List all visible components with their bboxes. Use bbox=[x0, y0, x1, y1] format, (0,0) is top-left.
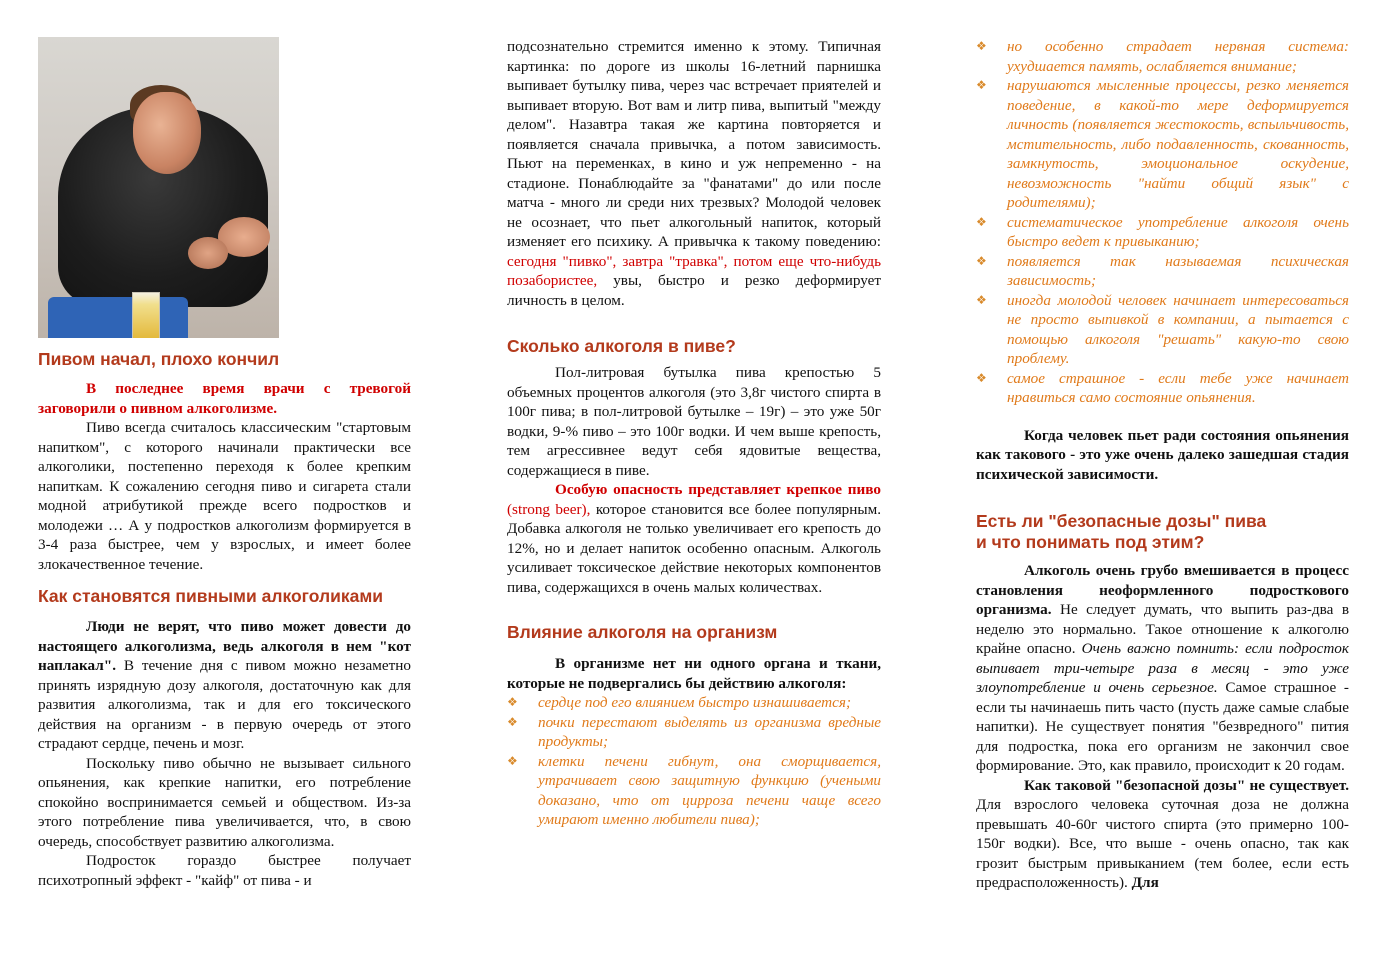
paragraph-typical-picture: подсознательно стремится именно к этому. Типичная картинка: по дороге из школы 16-летний парнишка выпивает бутылку пива, через час встречает приятелей и выпивает вторую. Вот вам и литр пива, выпитый "между делом". Назавтра такая же картина повторяется и появляется сначала привычка, а потом зависимость. Пьют на переменках, в кино и уж непременно - на стадионе. Понаблюдайте за "фанатами" до или после матча - много ли среди них трезвых? Молодой человек не осознает, что пьет алкогольный напиток, который изменяет его психику. А привычка к такому поведению: сегодня "пивко", завтра "травка", потом еще что-нибудь позабористее, увы, быстро и резко деформирует личность в целом. bbox=[507, 38, 881, 309]
column-middle bbox=[507, 0, 881, 830]
diamond-cluster-icon: ❖ bbox=[976, 370, 987, 385]
paragraph-no-strong-drunk: Поскольку пиво обычно не вызывает сильного опьянения, как крепкие напитки, его потребление спокойно воспринимается семьей и обществом. Из-за этого потребление пива увеличивается, что, в свою очередь, способствует развитию алкоголизма. bbox=[38, 754, 411, 850]
diamond-cluster-icon: ❖ bbox=[976, 39, 987, 53]
paragraph-strong-beer: Особую опасность представляет крепкое пиво (strong beer), которое становится все более популярным. Добавка алкоголя не только увеличивает его крепость до 12%, но и делает напиток особенно опасным. Алкоголь усиливает токсическое действие некоторых компонентов пива, содержащихся в очень малых количествах. bbox=[507, 481, 882, 596]
heading-safe-doses: Есть ли "безопасные дозы" пива и что понимать под этим? bbox=[976, 511, 1267, 552]
diamond-cluster-icon: ❖ bbox=[976, 253, 987, 268]
diamond-cluster-icon: ❖ bbox=[507, 714, 518, 729]
list-item: ❖ клетки печени гибнут, она сморщивается, утрачивает свою защитную функцию (учеными доказано, что от цирроза печени чаще всего умирают именно любители пива); bbox=[507, 752, 881, 828]
list-item: ❖ нарушаются мысленные процессы, резко меняется поведение, в какой-то мере деформируется личность (появляется жестокость, вспыльчивость, мстительность, либо подавленность, скованность, замкнутость, эмоциональное оскудение, невозможность "найти общий язык" с родителями); bbox=[976, 77, 1349, 211]
column-right bbox=[976, 0, 1349, 893]
diamond-cluster-icon: ❖ bbox=[507, 695, 518, 709]
diamond-cluster-icon: ❖ bbox=[976, 292, 987, 307]
paragraph-starter-drink: Пиво всегда считалось классическим "стартовым напитком", с которого начинали практически все алкоголики, постепенно переходя к более крепким напиткам. К сожалению сегодня пиво и сигарета стали модной атрибутикой прежде всего подростков и молодежи … А у подростков алкоголизм формируется в 3-4 раза быстрее, чем у взрослых, и имеет более злокачественное течение. bbox=[38, 419, 411, 573]
paragraph-no-organ: В организме нет ни одного органа и ткани, которые не подвергались бы действию алкоголя: bbox=[507, 655, 881, 692]
list-organ-effects bbox=[507, 693, 881, 830]
paragraph-far-gone-stage: Когда человек пьет ради состояния опьянения как такового - это уже очень далеко зашедшая стадия психической зависимости. bbox=[976, 426, 1349, 483]
paragraph-intro-red: В последнее время врачи с тревогой заговорили о пивном алкоголизме. bbox=[38, 380, 411, 417]
list-item: ❖ появляется так называемая психическая зависимость; bbox=[976, 252, 1349, 289]
list-nervous-effects bbox=[976, 37, 1349, 408]
paragraph-half-liter: Пол-литровая бутылка пива крепостью 5 объемных процентов алкоголя (это 3,8г чистого спирта в 100г пива; в пол-литровой бутылке – 19г) – это уже 50г водки, 9-% пиво – это 100г водки. И чем выше крепость, тем агрессивнее ведут себя ядовитые вещества, содержащиеся в пиве. bbox=[507, 364, 881, 479]
list-item: ❖ почки перестают выделять из организма вредные продукты; bbox=[507, 713, 881, 750]
heading-how-much-alcohol: Сколько алкоголя в пиве? bbox=[507, 336, 736, 356]
diamond-cluster-icon: ❖ bbox=[976, 78, 987, 92]
heading-alcohol-influence: Влияние алкоголя на организм bbox=[507, 622, 778, 642]
list-item: ❖ но особенно страдает нервная система: ухудшается память, ослабляется внимание; bbox=[976, 38, 1349, 75]
photo-sad-man-with-beer bbox=[38, 37, 279, 338]
list-item: ❖ систематическое употребление алкоголя очень быстро ведет к привыканию; bbox=[976, 213, 1349, 250]
list-item: ❖ сердце под его влиянием быстро изнашивается; bbox=[507, 694, 852, 711]
diamond-cluster-icon: ❖ bbox=[976, 214, 987, 229]
paragraph-teen-effect: Подросток гораздо быстрее получает психотропный эффект - "кайф" от пива - и bbox=[38, 852, 411, 889]
list-item: ❖ иногда молодой человек начинает интересоваться не просто выпивкой в компании, а пытается с помощью алкоголя "решать" какую-то свою проблему. bbox=[976, 291, 1349, 367]
paragraph-no-safe-dose: Как таковой "безопасной дозы" не существует. Для взрослого человека суточная доза не должна превышать 40-60г чистого спирта (это примерно 100-150г водки). Все, что выше - очень опасно, так как грозит быстрым привыканием (тем более, если есть предрасположенность). Для bbox=[976, 776, 1349, 891]
paragraph-alcohol-interferes: Алкоголь очень грубо вмешивается в процесс становления неоформленного подросткового организма. Не следует думать, что выпить раз-два в неделю это нормально. Такое отношение к алкоголю крайне опасно. Очень важно помнить: если подросток выпивает три-четыре раза в месяц - это уже злоупотребление и очень серьезное. Самое страшное - если ты начинаешь пить часто (пусть даже самые слабые напитки). Не существует понятия "безвредного" пития для подростка, пока его организм не закончил свое формирование. Это, как правило, происходит к 20 годам. bbox=[976, 562, 1349, 774]
diamond-cluster-icon: ❖ bbox=[507, 753, 518, 768]
list-item: ❖ самое страшное - если тебе уже начинает нравиться само состояние опьянения. bbox=[976, 369, 1349, 406]
heading-beer-start: Пивом начал, плохо кончил bbox=[38, 349, 280, 369]
heading-how-become: Как становятся пивными алкоголиками bbox=[38, 586, 384, 606]
paragraph-people-dont-believe: Люди не верят, что пиво может довести до настоящего алкоголизма, ведь алкоголя в нем "кот наплакал". В течение дня с пивом можно незаметно принять изрядную дозу алкоголя, достаточную как для развития алкоголизма, так и для его токсического действия на организм - в первую очередь от этого страдают сердце, печень и мозг. bbox=[38, 618, 411, 752]
column-left bbox=[38, 0, 411, 890]
